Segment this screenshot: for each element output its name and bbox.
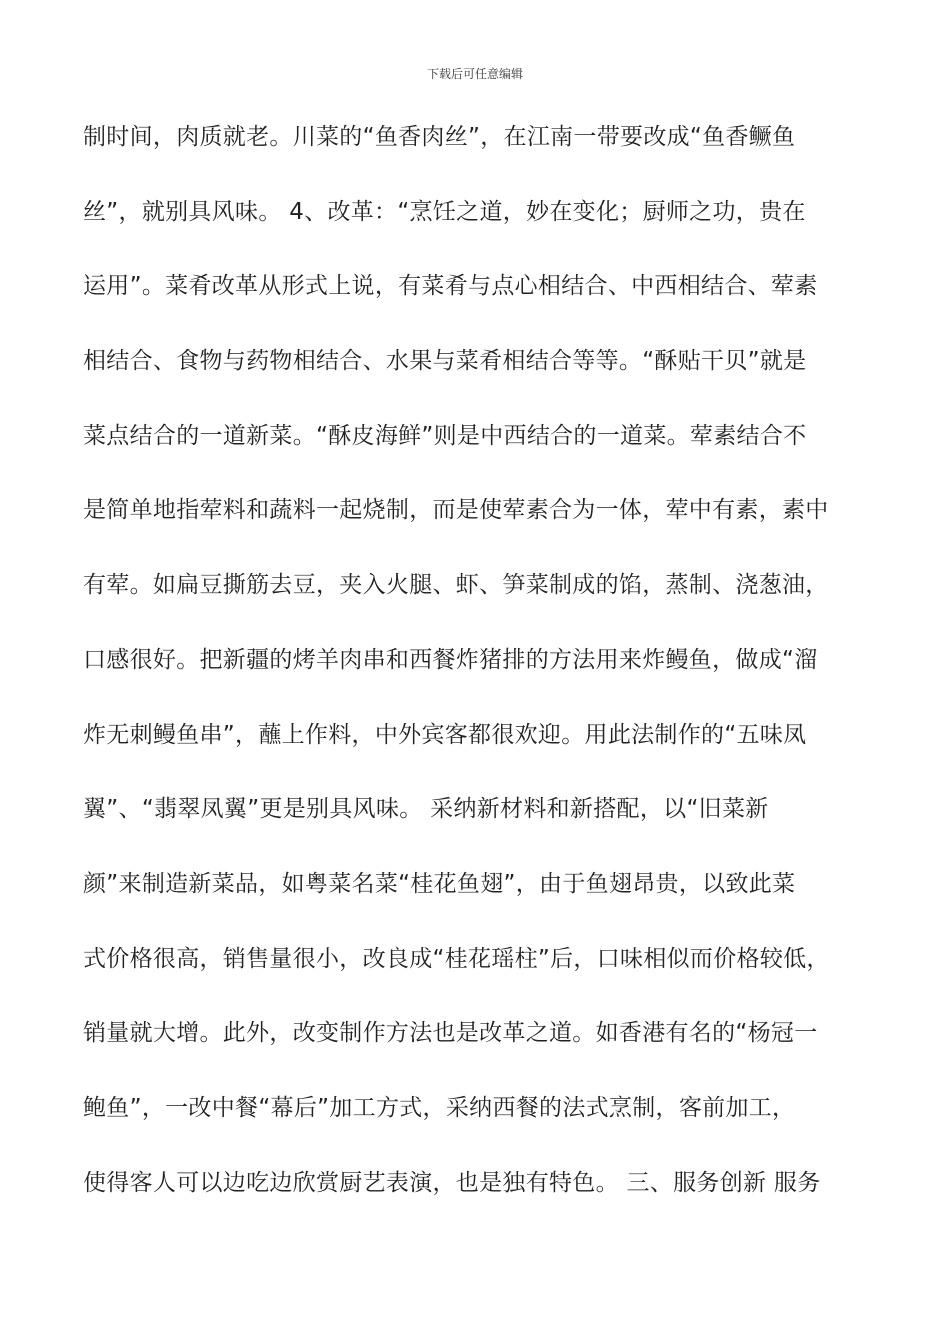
text-line: 有荤。如扁豆撕筋去豆，夹入火腿、虾、笋菜制成的馅，蒸制、浇葱油， xyxy=(83,572,829,599)
text-line: 使得客人可以边吃边欣赏厨艺表演，也是独有特色。 三、服务创新 服务 xyxy=(83,1169,821,1196)
text-line: 丝”，就别具风味。 4、改革：“烹饪之道，妙在变化；厨师之功，贵在 xyxy=(83,198,806,225)
text-line: 鲍鱼”，一改中餐“幕后”加工方式，采纳西餐的法式烹制，客前加工， xyxy=(83,1094,796,1121)
text-line: 炸无刺鳗鱼串”，蘸上作料，中外宾客都很欢迎。用此法制作的“五味凤 xyxy=(83,721,807,748)
text-line: 翼”、“翡翠凤翼”更是别具风味。 采纳新材料和新搭配，以“旧菜新 xyxy=(83,796,769,823)
text-line: 是简单地指荤料和蔬料一起烧制，而是使荤素合为一体，荤中有素，素中 xyxy=(83,497,829,524)
text-line: 颜”来制造新菜品，如粤菜名菜“桂花鱼翅”，由于鱼翅昂贵，以致此菜 xyxy=(83,870,796,897)
text-line: 相结合、食物与药物相结合、水果与菜肴相结合等等。“酥贴干贝”就是 xyxy=(83,348,807,375)
page-header: 下载后可任意编辑 xyxy=(426,67,523,81)
text-line: 口感很好。把新疆的烤羊肉串和西餐炸猪排的方法用来炸鳗鱼，做成“溜 xyxy=(83,646,818,673)
text-line: 销量就大增。此外，改变制作方法也是改革之道。如香港有名的“杨冠一 xyxy=(83,1020,818,1047)
text-line: 运用”。菜肴改革从形式上说，有菜肴与点心相结合、中西相结合、荤素 xyxy=(83,273,818,300)
text-line: 式价格很高，销售量很小，改良成“桂花瑶柱”后，口味相似而价格较低， xyxy=(83,945,830,972)
body-text xyxy=(83,118,883,1238)
text-line: 菜点结合的一道新菜。“酥皮海鲜”则是中西结合的一道菜。荤素结合不 xyxy=(83,422,807,449)
text-line: 制时间，肉质就老。川菜的“鱼香肉丝”，在江南一带要改成“鱼香鳜鱼 xyxy=(83,124,796,150)
